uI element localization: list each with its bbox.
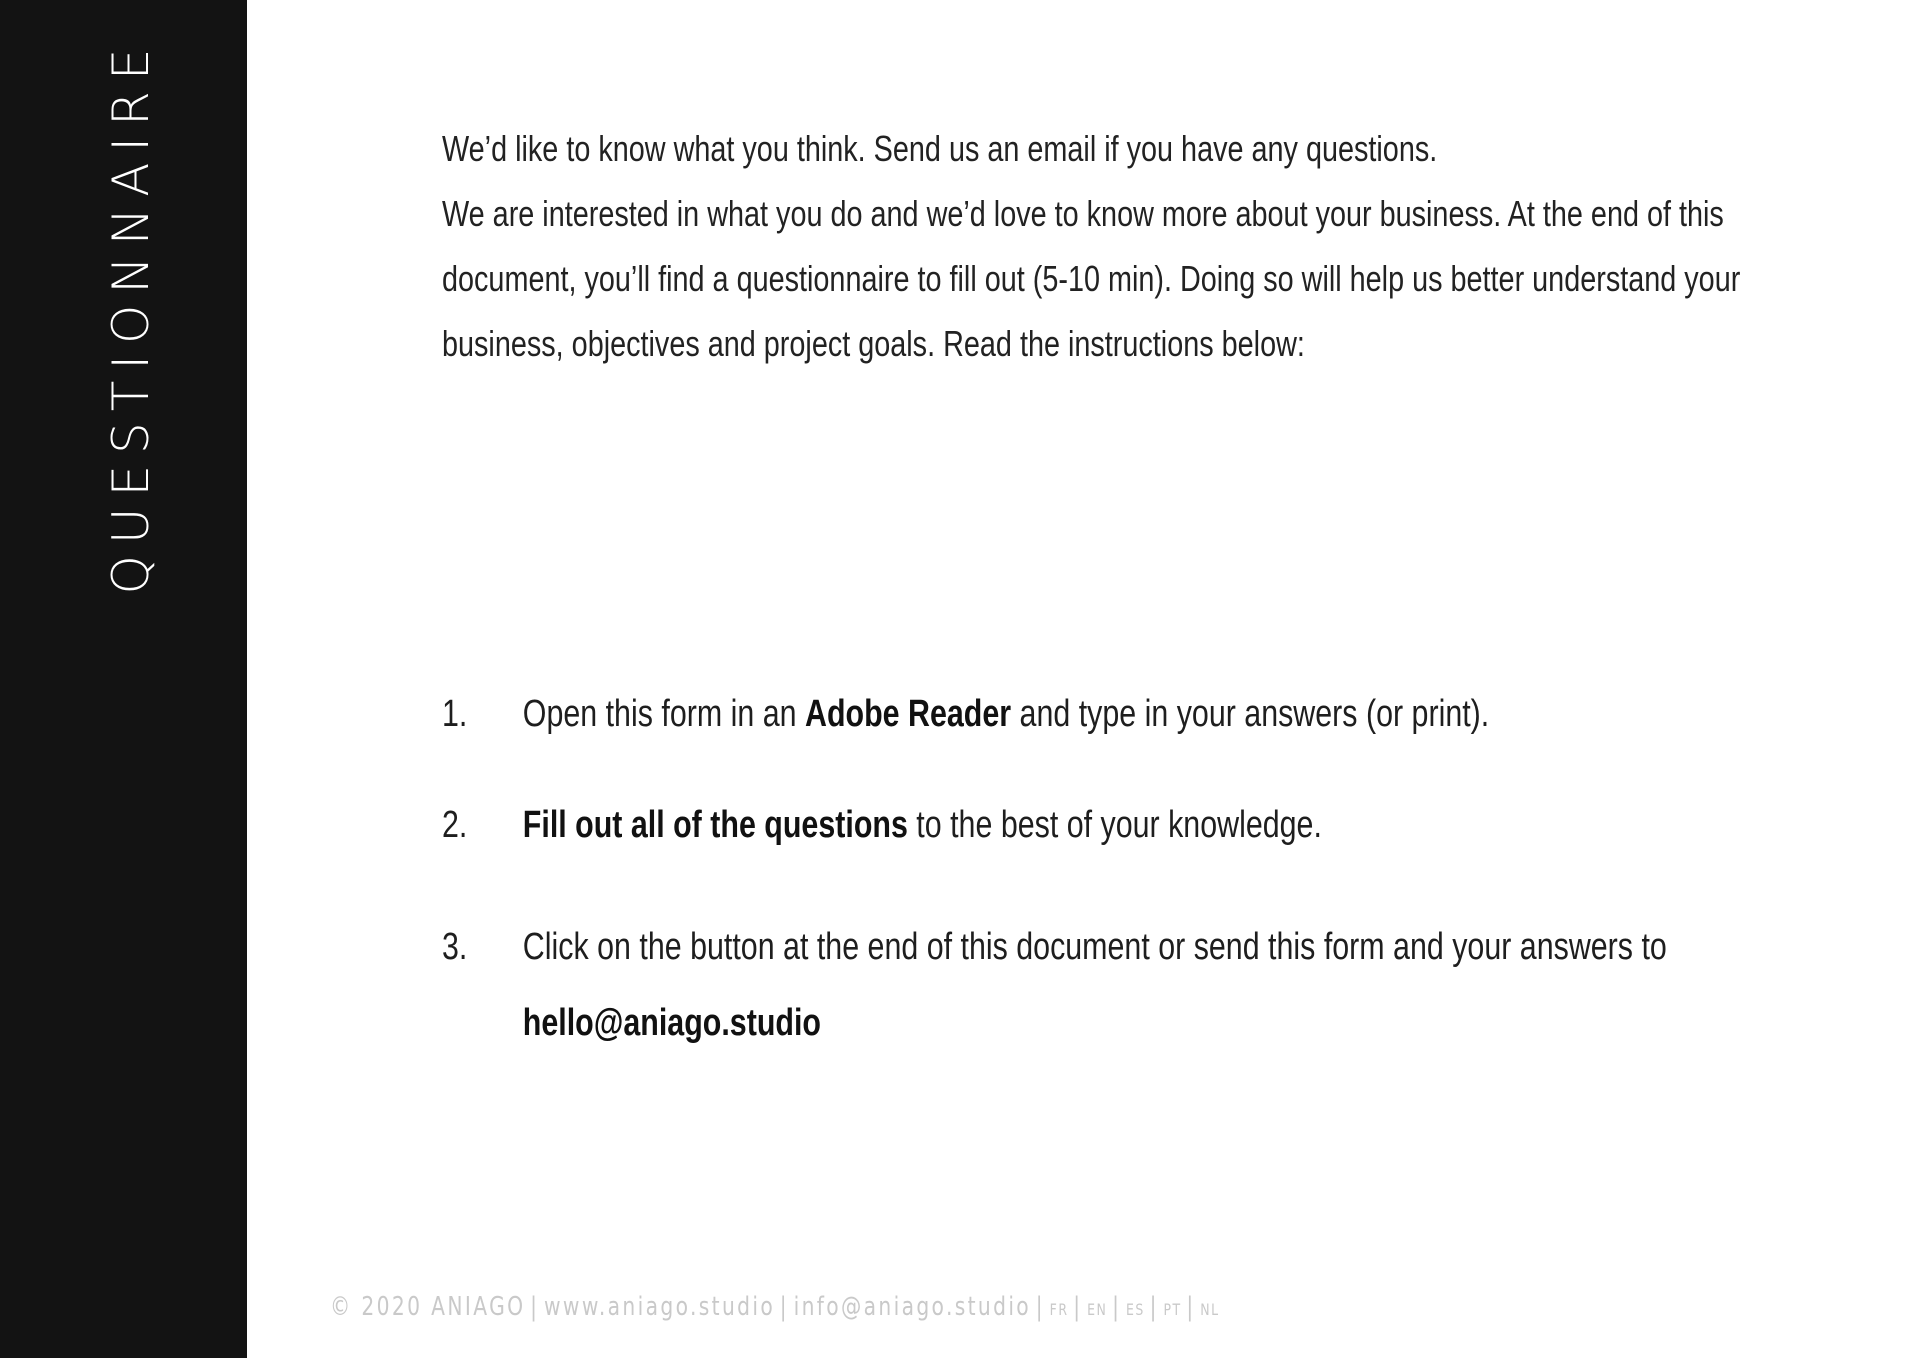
footer-website-link[interactable]: www.aniago.studio	[543, 1292, 776, 1322]
step-number: 2.	[442, 804, 468, 846]
step-number: 1.	[442, 693, 468, 735]
sidebar	[0, 0, 247, 1358]
language-en-link[interactable]: EN	[1087, 1300, 1108, 1319]
step-text-after: and type in your answers (or print).	[1011, 693, 1490, 735]
instruction-item-3	[442, 909, 1667, 1061]
footer-separator: |	[530, 1292, 540, 1322]
language-nl-link[interactable]: NL	[1200, 1300, 1220, 1319]
language-fr-link[interactable]: FR	[1049, 1300, 1069, 1319]
step-text-after: to the best of your knowledge.	[907, 804, 1322, 846]
step-text-line: Click on the button at the end of this document or send this form and your answers to	[522, 926, 1667, 968]
footer-separator: |	[1073, 1292, 1083, 1322]
intro-paragraph: We are interested in what you do and we’d love to know more about your business. At the end of this document, you’ll find a questionnaire to fill out (5-10 min). Doing so will help us better understand your business, objectives and project goals. Read the instructions below:	[442, 193, 1741, 364]
sidebar-title: QUESTIONNAIRE	[102, 37, 160, 595]
instruction-item-2	[442, 793, 1754, 857]
footer-separator: |	[1149, 1292, 1159, 1322]
step-text	[523, 682, 1754, 746]
language-pt-link[interactable]: PT	[1163, 1300, 1182, 1319]
footer-copyright: © 2020 ANIAGO	[330, 1292, 526, 1322]
step-text	[523, 793, 1754, 857]
footer-separator: |	[1112, 1292, 1122, 1322]
step-text-before: Open this form in an	[522, 693, 805, 735]
contact-email-link[interactable]: hello@aniago.studio	[522, 1002, 821, 1044]
footer-separator: |	[1035, 1292, 1045, 1322]
step-text	[522, 909, 1667, 1061]
step-number: 3.	[442, 926, 468, 968]
footer-separator: |	[779, 1292, 789, 1322]
language-es-link[interactable]: ES	[1125, 1300, 1145, 1319]
adobe-reader-emphasis: Adobe Reader	[804, 693, 1012, 735]
fill-out-emphasis: Fill out all of the questions	[522, 804, 908, 846]
intro-line-1: We’d like to know what you think. Send us an email if you have any questions.	[442, 128, 1438, 169]
instruction-item-1	[442, 682, 1754, 746]
footer-email-link[interactable]: info@aniago.studio	[793, 1292, 1032, 1322]
footer	[330, 1292, 1220, 1322]
intro-text	[442, 116, 1762, 376]
footer-separator: |	[1186, 1292, 1196, 1322]
